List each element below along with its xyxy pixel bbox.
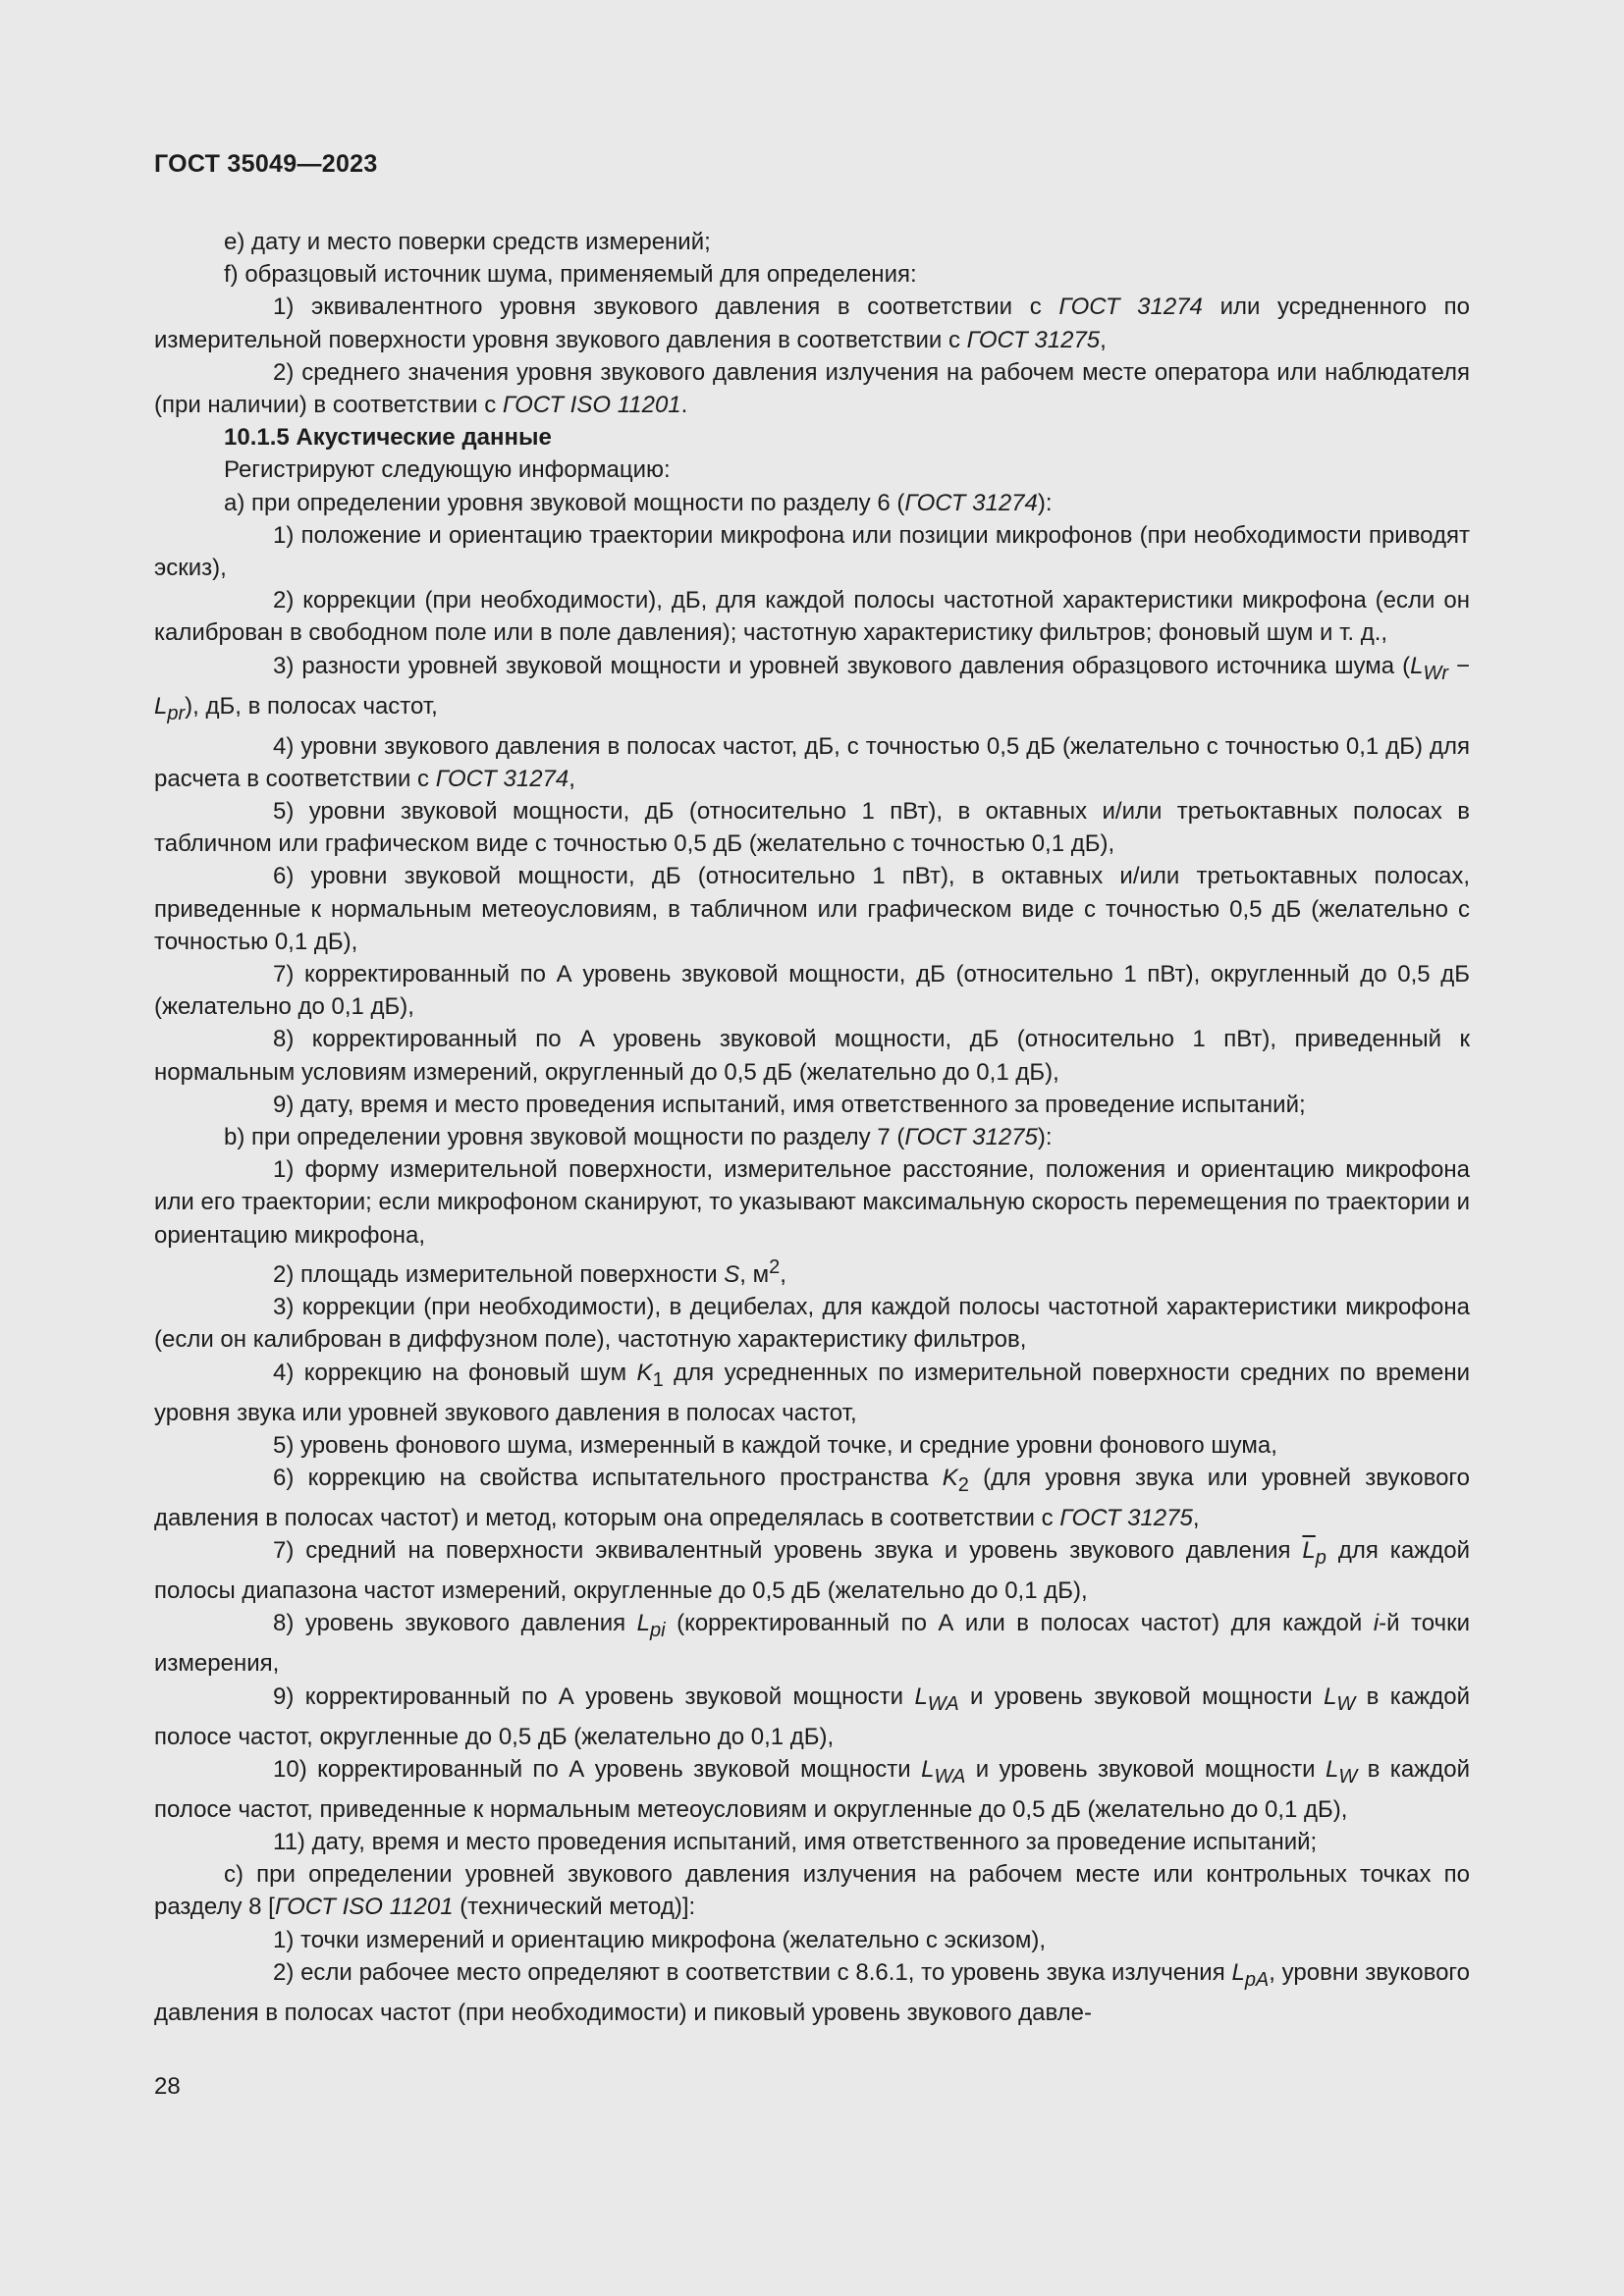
- list-item-b-6: 6) коррекцию на свойства испытательного пространства $K_2$ (для уровня звука или уровней звукового давления в полосах частот) и метод, которым она определялась в соответствии с ГОСТ 31275,: [154, 1464, 1470, 1531]
- standard-reference: ГОСТ 31274: [904, 489, 1038, 516]
- list-item-a-3: 3) разности уровней звуковой мощности и уровней звукового давления образцового источника шума $(L_{Wr} - L_{pr})$, дБ, в полосах частот,: [154, 652, 1470, 724]
- standard-reference: ГОСТ 31274: [1058, 294, 1203, 321]
- math-symbol: L: [1231, 1958, 1245, 1986]
- list-item-e: e) дату и место поверки средств измерений;: [224, 229, 711, 255]
- standard-reference: ГОСТ 31274: [435, 765, 569, 792]
- list-item-b-4: 4) коррекцию на фоновый шум $K_1$ для усредненных по измерительной поверхности средних по времени уровня звука или уровней звукового давления в полосах частот,: [154, 1359, 1470, 1426]
- list-item-b: b) при определении уровня звуковой мощности по разделу 7 (ГОСТ 31275):: [224, 1124, 1053, 1151]
- list-item-a-4: 4) уровни звукового давления в полосах частот, дБ, с точностью 0,5 дБ (желательно с точностью 0,1 дБ) для расчета в соответствии с ГОСТ 31274,: [154, 732, 1470, 792]
- list-item-c-1: 1) точки измерений и ориентацию микрофона (желательно с эскизом),: [273, 1926, 1046, 1953]
- list-item-f-2: 2) среднего значения уровня звукового давления излучения на рабочем месте оператора или наблюдателя (при наличии) в соответствии с ГОСТ ISO 11201.: [154, 358, 1470, 419]
- list-item-a-8: 8) корректированный по А уровень звуковой мощности, дБ (относительно 1 пВт), приведенный к нормальным условиям измерений, округленный до 0,5 дБ (желательно до 0,1 дБ),: [154, 1026, 1470, 1086]
- math-symbol: L: [1410, 652, 1424, 679]
- list-item-b-1: 1) форму измерительной поверхности, измерительное расстояние, положения и ориентацию микрофона или его траектории; если микрофоном сканируют, то указывают максимальную скорость перемещения по траектории и ориентацию микрофона,: [154, 1156, 1470, 1249]
- page-number: 28: [154, 2073, 181, 2100]
- list-item-b-9: 9) корректированный по А уровень звуковой мощности $L_{WA}$ и уровень звуковой мощности $L_W$ в каждой полосе частот, округленные до 0,5 дБ (желательно до 0,1 дБ),: [154, 1682, 1470, 1750]
- list-item-a-1: 1) положение и ориентацию траектории микрофона или позиции микрофонов (при необходимости приводят эскиз),: [154, 521, 1470, 582]
- list-item-f: f) образцовый источник шума, применяемый для определения:: [224, 261, 917, 289]
- math-symbol: $\overline{L}$: [1302, 1537, 1316, 1565]
- list-item-b-7: 7) средний на поверхности эквивалентный уровень звука и уровень звукового давления $\overline{L}_p$ для каждой полосы диапазона частот измерений, округленные до 0,5 дБ (желательно до 0,1 дБ),: [154, 1537, 1470, 1605]
- document-body: [154, 226, 1470, 2029]
- list-item-a-7: 7) корректированный по А уровень звуковой мощности, дБ (относительно 1 пВт), округленный до 0,5 дБ (желательно до 0,1 дБ),: [154, 961, 1470, 1021]
- list-item-b-5: 5) уровень фонового шума, измеренный в каждой точке, и средние уровни фонового шума,: [273, 1431, 1277, 1459]
- math-symbol: L: [154, 692, 168, 720]
- list-item-b-2: 2) площадь измерительной поверхности S, $м^2$,: [273, 1255, 786, 1288]
- document-number-header: ГОСТ 35049—2023: [154, 150, 378, 178]
- list-item-a-5: 5) уровни звуковой мощности, дБ (относительно 1 пВт), в октавных и/или третьоктавных полосах в табличном или графическом виде с точностью 0,5 дБ (желательно с точностью 0,1 дБ),: [154, 798, 1470, 858]
- math-symbol: K: [636, 1359, 653, 1386]
- math-symbol: L: [914, 1682, 928, 1710]
- math-symbol: S: [724, 1260, 740, 1288]
- list-item-f-1: 1) эквивалентного уровня звукового давления в соответствии с ГОСТ 31274 или усредненного по измерительной поверхности уровня звукового давления в соответствии с ГОСТ 31275,: [154, 294, 1470, 353]
- list-item-c-2: 2) если рабочее место определяют в соответствии с 8.6.1, то уровень звука излучения $L_{pA}$, уровни звукового давления в полосах частот (при необходимости) и пиковый уровень звукового давле-: [154, 1958, 1471, 2026]
- list-item-b-10: 10) корректированный по А уровень звуковой мощности $L_{WA}$ и уровень звуковой мощности $L_W$ в каждой полосе частот, приведенные к нормальным метеоусловиям и округленные до 0,5 дБ (желательно до 0,1 дБ),: [154, 1755, 1470, 1823]
- standard-reference: ГОСТ ISO 11201: [502, 392, 681, 419]
- list-item-a: a) при определении уровня звуковой мощности по разделу 6 (ГОСТ 31274):: [224, 489, 1053, 516]
- list-item-b-3: 3) коррекции (при необходимости), в децибелах, для каждой полосы частотной характеристики микрофона (если он калиброван в диффузном поле), частотную характеристику фильтров,: [154, 1294, 1470, 1354]
- standard-reference: ГОСТ ISO 11201: [274, 1894, 454, 1921]
- section-intro: Регистрируют следующую информацию:: [224, 456, 671, 484]
- list-item-b-8: 8) уровень звукового давления $L_{pi}$ (корректированный по А или в полосах частот) для каждой i-й точки измерения,: [154, 1610, 1471, 1678]
- list-item-a-9: 9) дату, время и место проведения испытаний, имя ответственного за проведение испытаний;: [273, 1091, 1306, 1118]
- list-item-a-6: 6) уровни звуковой мощности, дБ (относительно 1 пВт), в октавных и/или третьоктавных полосах, приведенные к нормальным метеоусловиям, в табличном или графическом виде с точностью 0,5 дБ (желательно с точностью 0,1 дБ),: [154, 863, 1470, 955]
- math-symbol: L: [636, 1610, 650, 1637]
- math-symbol: L: [1325, 1755, 1339, 1783]
- math-symbol: L: [1324, 1682, 1337, 1710]
- standard-reference: ГОСТ 31275: [904, 1124, 1038, 1151]
- standard-reference: ГОСТ 31275: [966, 326, 1101, 353]
- math-symbol: K: [942, 1464, 958, 1491]
- section-heading: 10.1.5 Акустические данные: [224, 424, 552, 452]
- list-item-a-2: 2) коррекции (при необходимости), дБ, для каждой полосы частотной характеристики микрофона (если он калиброван в свободном поле или в поле давления); частотную характеристику фильтров; фоновый шум и т. д.,: [154, 587, 1470, 647]
- math-symbol: L: [921, 1755, 935, 1783]
- list-item-b-11: 11) дату, время и место проведения испытаний, имя ответственного за проведение испытаний;: [273, 1828, 1318, 1855]
- list-item-c: c) при определении уровней звукового давления излучения на рабочем месте или контрольных точках по разделу 8 [ГОСТ ISO 11201 (технический метод)]:: [154, 1861, 1470, 1921]
- standard-reference: ГОСТ 31275: [1059, 1504, 1193, 1531]
